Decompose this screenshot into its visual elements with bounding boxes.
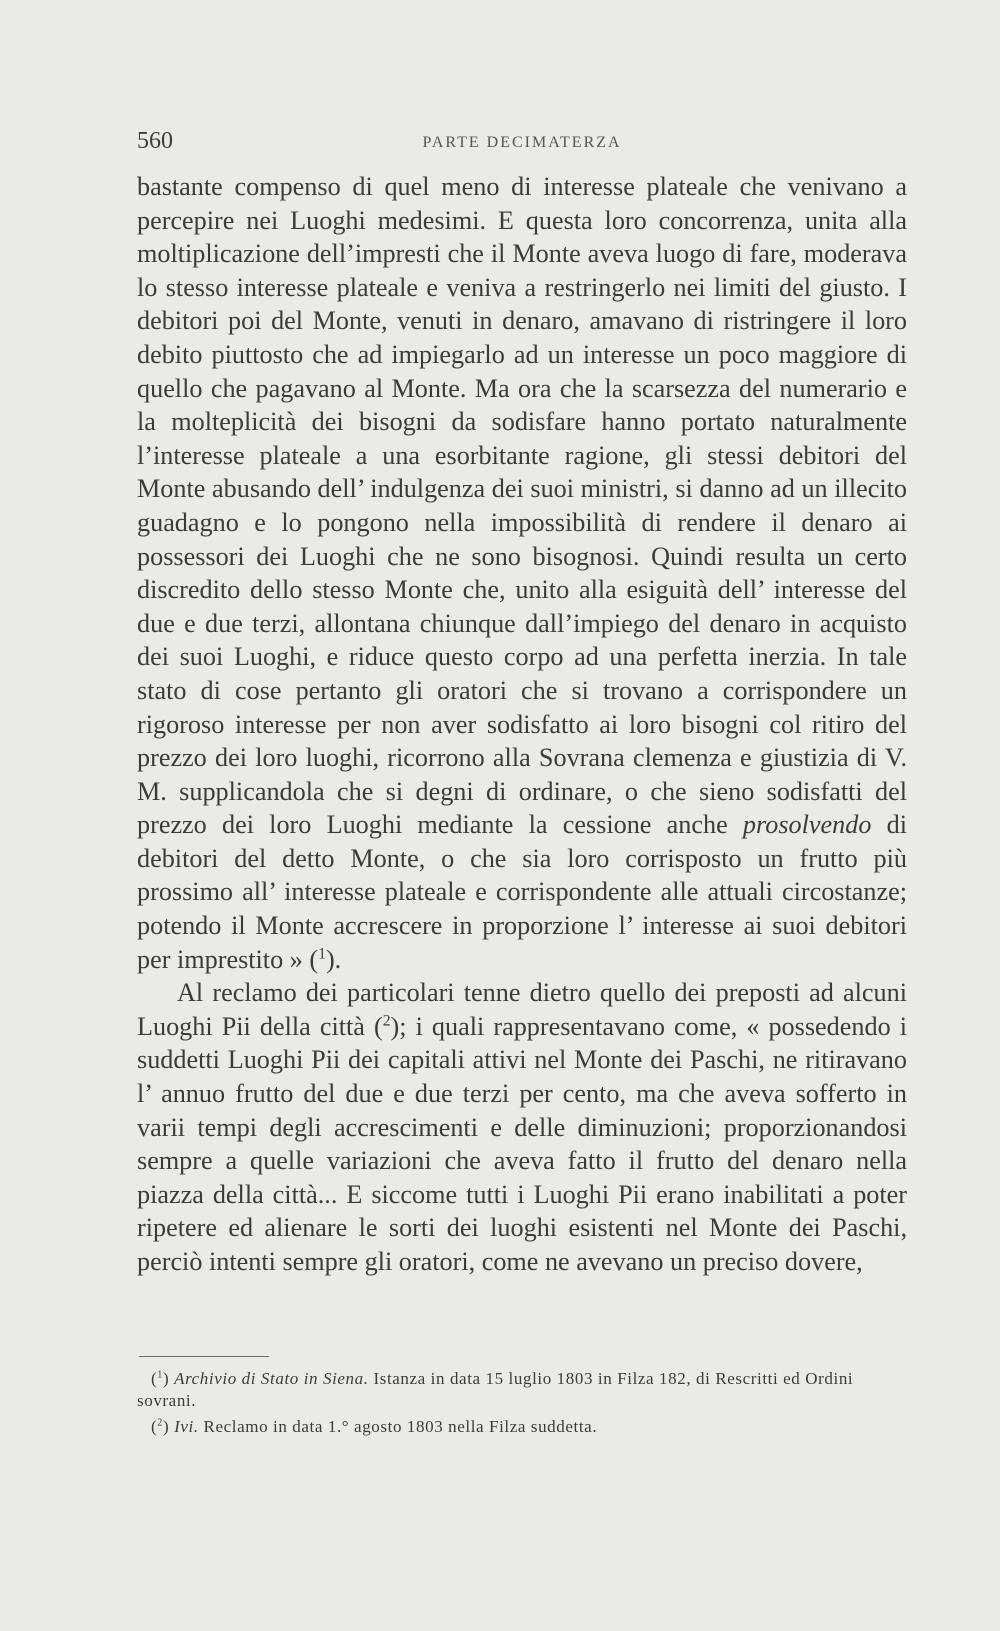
- paragraph-2-rest: ); i quali rappresentavano come, « possedendo i suddetti Luoghi Pii dei capitali attivi nel Monte dei Paschi, ne ritiravano l’ annuo frutto del due e due terzi per cento, ma che aveva sofferto in varii tempi degli accrescimenti e delle diminuzioni; proporzionandosi sempre a quelle variazioni che aveva fatto il frutto del denaro nella piazza della città... E siccome tutti i Luoghi Pii erano inabilitati a poter ripetere ed alienare le sorti dei luoghi esistenti nel Monte dei Paschi, perciò intenti sempre gli oratori, come ne avevano un preciso dovere,: [137, 1011, 907, 1276]
- footnote-ref-2: 2: [382, 1012, 391, 1030]
- paragraph-2: [137, 976, 907, 1278]
- footnote-source: Archivio di Stato in Siena.: [174, 1369, 369, 1388]
- footnote-text: Reclamo in data 1.° agosto 1803 nella Filza suddetta.: [203, 1417, 598, 1436]
- footnote-marker: 1: [157, 1369, 163, 1381]
- paragraph-1-tail: di debitori del detto Monte, o che sia loro corrisposto un frutto più prossimo all’ interesse plateale e corrispondente alle attuali circostanze; potendo il Monte accrescere in proporzione l’ interesse ai suoi debitori per imprestito » (: [137, 810, 908, 974]
- paragraph-1: [137, 170, 907, 976]
- footnote: ($^2$) Ivi. Reclamo in data 1.° agosto 1803 nella Filza suddetta.: [151, 1417, 598, 1436]
- footnote-text: Istanza in data 15 luglio 1803 in Filza 182, di Rescritti ed Ordini sovrani.: [137, 1369, 854, 1410]
- body-text: [137, 170, 907, 1279]
- footnote-source: Ivi.: [174, 1417, 199, 1436]
- footnotes: [137, 1368, 907, 1438]
- italic-term: prosolvendo: [742, 810, 872, 840]
- page-number: 560: [137, 128, 173, 154]
- paragraph-1-text: bastante compenso di quel meno di interesse plateale che venivano a percepire nei Luoghi medesimi. E questa loro concorrenza, unita alla moltiplicazione dell’impresti che il Monte aveva luogo di fare, moderava lo stesso interesse plateale e veniva a restringerlo nei limiti del giusto. I debitori poi del Monte, venuti in denaro, amavano di ristringere il loro debito piuttosto che ad impiegarlo ad un interesse un poco maggiore di quello che pagavano al Monte. Ma ora che la scarsezza del numerario e la molteplicità dei bisogni da sodisfare hanno portato naturalmente l’interesse plateale a una esorbitante ragione, gli stessi debitori del Monte abusando dell’ indulgenza dei suoi ministri, si danno ad un illecito guadagno e lo pongono nella impossibilità di rendere il denaro ai possessori dei Luoghi che ne sono bisognosi. Quindi resulta un certo discredito dello stesso Monte che, unito alla esiguità dell’ interesse del due e due terzi, allontana chiunque dall’impiego del denaro in acquisto dei suoi Luoghi, e riduce questo corpo ad una perfetta inerzia. In tale stato di cose pertanto gli oratori che si trovano a corrispondere un rigoroso interesse per non aver sodisfatto ai loro bisogni col ritiro del prezzo dei loro luoghi, ricorrono alla Sovrana clemenza e giustizia di V. M. supplicandola che si degni di ordinare, o che sieno sodisfatti del prezzo dei loro Luoghi mediante la cessione anche: [137, 172, 907, 840]
- section-title: PARTE DECIMATERZA: [422, 134, 622, 151]
- footnote-divider: [139, 1356, 269, 1357]
- footnote: ($^1$) Archivio di Stato in Siena. Istanza in data 15 luglio 1803 in Filza 182, di Rescritti ed Ordini sovrani.: [137, 1369, 854, 1410]
- paragraph-1-end: ).: [325, 944, 342, 974]
- running-head: [137, 128, 907, 158]
- footnote-marker: 2: [157, 1417, 163, 1429]
- paragraph-2-start: Al reclamo dei particolari tenne dietro quello dei preposti ad alcuni Luoghi Pii della città (: [137, 978, 907, 1041]
- footnote-ref-1: 1: [318, 944, 326, 962]
